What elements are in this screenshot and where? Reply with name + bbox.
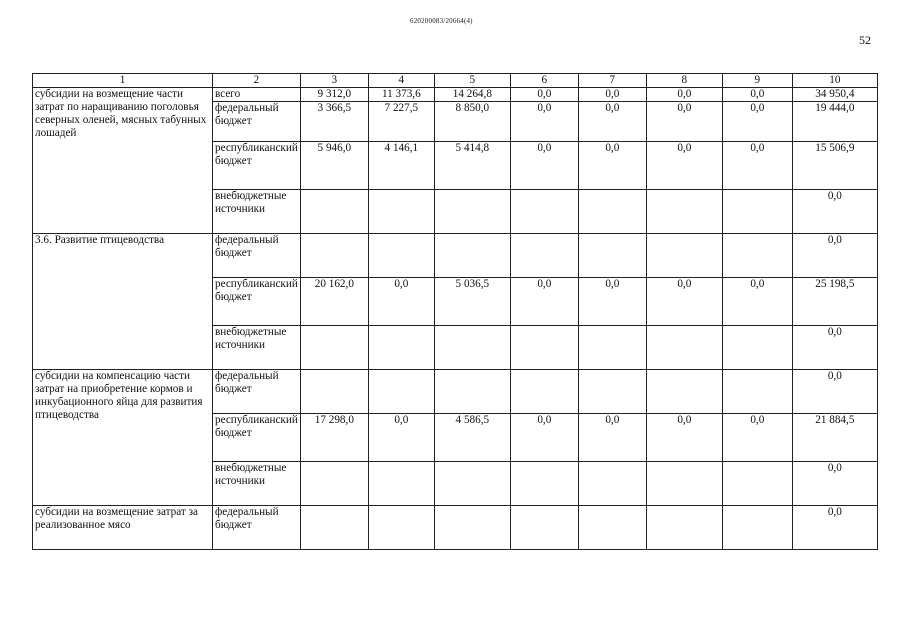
value-cell: 17 298,0 [300, 414, 368, 462]
value-cell: 0,0 [722, 102, 792, 142]
value-cell [578, 190, 646, 234]
column-header: 7 [578, 74, 646, 88]
value-cell: 0,0 [368, 278, 434, 326]
value-cell [646, 506, 722, 550]
value-cell: 0,0 [510, 414, 578, 462]
value-cell: 15 506,9 [792, 142, 877, 190]
value-cell: 0,0 [646, 102, 722, 142]
value-cell: 4 586,5 [434, 414, 510, 462]
row-group-label: 3.6. Развитие птицеводства [33, 234, 213, 370]
value-cell [368, 190, 434, 234]
value-cell: 20 162,0 [300, 278, 368, 326]
value-cell [578, 506, 646, 550]
value-cell: 21 884,5 [792, 414, 877, 462]
table-row [33, 88, 878, 102]
value-cell [300, 190, 368, 234]
funding-source: внебюджетные источники [213, 462, 301, 506]
value-cell: 8 850,0 [434, 102, 510, 142]
value-cell [722, 234, 792, 278]
value-cell: 0,0 [722, 142, 792, 190]
value-cell: 0,0 [646, 414, 722, 462]
value-cell [510, 462, 578, 506]
value-cell: 0,0 [510, 102, 578, 142]
funding-source: внебюджетные источники [213, 190, 301, 234]
table-body [33, 74, 878, 550]
value-cell [300, 326, 368, 370]
column-header: 5 [434, 74, 510, 88]
funding-source: всего [213, 88, 301, 102]
table-row [33, 234, 878, 278]
value-cell: 0,0 [792, 370, 877, 414]
column-header: 6 [510, 74, 578, 88]
column-header: 4 [368, 74, 434, 88]
value-cell: 0,0 [646, 142, 722, 190]
value-cell: 5 036,5 [434, 278, 510, 326]
value-cell [300, 234, 368, 278]
value-cell [434, 234, 510, 278]
column-header: 9 [722, 74, 792, 88]
value-cell [434, 326, 510, 370]
value-cell: 0,0 [578, 278, 646, 326]
value-cell [368, 234, 434, 278]
value-cell: 19 444,0 [792, 102, 877, 142]
row-group-label: субсидии на возмещение затрат за реализованное мясо [33, 506, 213, 550]
page-number: 52 [859, 33, 871, 47]
value-cell [722, 190, 792, 234]
value-cell [722, 462, 792, 506]
value-cell: 25 198,5 [792, 278, 877, 326]
value-cell [300, 462, 368, 506]
value-cell: 0,0 [646, 88, 722, 102]
value-cell [300, 506, 368, 550]
value-cell: 0,0 [510, 278, 578, 326]
value-cell: 0,0 [792, 506, 877, 550]
value-cell [368, 370, 434, 414]
value-cell [578, 326, 646, 370]
value-cell [434, 506, 510, 550]
value-cell [646, 234, 722, 278]
value-cell: 0,0 [368, 414, 434, 462]
value-cell: 0,0 [722, 414, 792, 462]
table-row [33, 506, 878, 550]
header-row [33, 74, 878, 88]
value-cell: 0,0 [792, 190, 877, 234]
value-cell [510, 190, 578, 234]
value-cell: 0,0 [510, 142, 578, 190]
funding-source: федеральный бюджет [213, 234, 301, 278]
funding-source: внебюджетные источники [213, 326, 301, 370]
value-cell [510, 506, 578, 550]
value-cell: 0,0 [792, 326, 877, 370]
budget-table [32, 73, 878, 550]
funding-source: федеральный бюджет [213, 370, 301, 414]
value-cell [722, 326, 792, 370]
value-cell [510, 326, 578, 370]
value-cell: 4 146,1 [368, 142, 434, 190]
column-header: 10 [792, 74, 877, 88]
table-row [33, 370, 878, 414]
column-header: 3 [300, 74, 368, 88]
column-header: 8 [646, 74, 722, 88]
value-cell: 5 414,8 [434, 142, 510, 190]
value-cell: 0,0 [792, 462, 877, 506]
row-group-label: субсидии на возмещение части затрат по наращиванию поголовья северных оленей, мясных табунных лошадей [33, 88, 213, 234]
value-cell: 14 264,8 [434, 88, 510, 102]
funding-source: республиканский бюджет [213, 142, 301, 190]
value-cell [722, 370, 792, 414]
value-cell [578, 462, 646, 506]
value-cell: 0,0 [646, 278, 722, 326]
value-cell [646, 326, 722, 370]
value-cell [434, 370, 510, 414]
column-header: 1 [33, 74, 213, 88]
value-cell: 11 373,6 [368, 88, 434, 102]
value-cell: 5 946,0 [300, 142, 368, 190]
value-cell [578, 234, 646, 278]
value-cell [646, 370, 722, 414]
value-cell: 0,0 [792, 234, 877, 278]
value-cell: 9 312,0 [300, 88, 368, 102]
funding-source: федеральный бюджет [213, 102, 301, 142]
value-cell [722, 506, 792, 550]
value-cell: 7 227,5 [368, 102, 434, 142]
funding-source: федеральный бюджет [213, 506, 301, 550]
value-cell [434, 462, 510, 506]
value-cell [578, 370, 646, 414]
funding-source: республиканский бюджет [213, 278, 301, 326]
value-cell: 0,0 [510, 88, 578, 102]
value-cell [368, 326, 434, 370]
column-header: 2 [213, 74, 301, 88]
value-cell [510, 370, 578, 414]
value-cell [646, 190, 722, 234]
value-cell: 0,0 [578, 142, 646, 190]
value-cell [368, 462, 434, 506]
value-cell: 3 366,5 [300, 102, 368, 142]
value-cell [434, 190, 510, 234]
value-cell: 0,0 [722, 88, 792, 102]
value-cell: 0,0 [578, 88, 646, 102]
value-cell: 0,0 [578, 414, 646, 462]
funding-source: республиканский бюджет [213, 414, 301, 462]
value-cell: 0,0 [722, 278, 792, 326]
document-id: 620200083/20664(4) [410, 17, 473, 25]
value-cell [510, 234, 578, 278]
row-group-label: субсидии на компенсацию части затрат на приобретение кормов и инкубационного яйца для развития птицеводства [33, 370, 213, 506]
value-cell: 0,0 [578, 102, 646, 142]
value-cell [368, 506, 434, 550]
value-cell [646, 462, 722, 506]
value-cell [300, 370, 368, 414]
value-cell: 34 950,4 [792, 88, 877, 102]
